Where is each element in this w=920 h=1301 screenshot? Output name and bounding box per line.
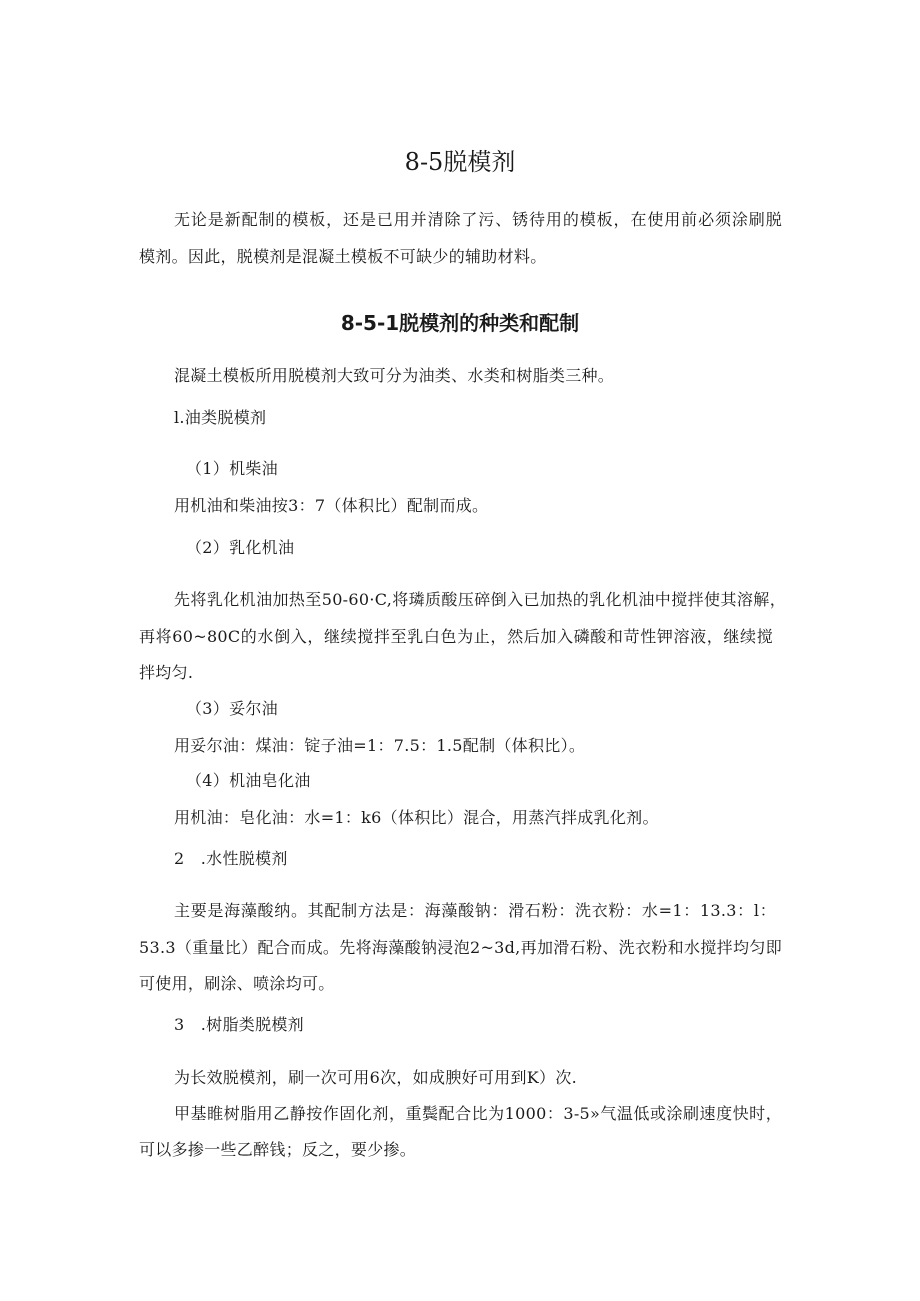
section-title: 8-5-1脱模剂的种类和配制 — [340, 311, 580, 335]
emulsified-oil-heading: （2）乳化机油 — [186, 538, 295, 557]
saponified-oil-heading: （4）机油皂化油 — [186, 771, 311, 790]
machine-diesel-oil-heading: （1）机柴油 — [186, 459, 278, 478]
tall-oil-paragraph: 用妥尔油：煤油：锭子油=1：7.5：1.5配制（体积比）。 — [174, 736, 586, 755]
tall-oil-heading: （3）妥尔油 — [186, 699, 278, 718]
resin-release-agent-heading: 3 .树脂类脱模剂 — [174, 1015, 304, 1034]
intro-paragraph-line-1: 无论是新配制的模板，还是已用并清除了污、锈待用的模板，在使用前必须涂刷脱 — [174, 210, 782, 229]
machine-diesel-oil-paragraph: 用机油和柴油按3：7（体积比）配制而成。 — [174, 496, 489, 515]
water-agent-paragraph-line-2: 53.3（重量比）配合而成。先将海藻酸钠浸泡2~3d,再加滑石粉、洗衣粉和水搅拌均匀即 — [139, 938, 782, 957]
emulsified-oil-paragraph-line-3: 拌均匀. — [139, 663, 194, 682]
emulsified-oil-paragraph-line-2: 再将60~80C的水倒入，继续搅拌至乳白色为止，然后加入磷酸和苛性钾溶液，继续搅 — [139, 627, 773, 646]
intro-paragraph-line-2: 模剂。因此，脱模剂是混凝土模板不可缺少的辅助材料。 — [139, 247, 547, 266]
emulsified-oil-paragraph-line-1: 先将乳化机油加热至50-60·C,将璘质酸压碎倒入已加热的乳化机油中搅拌使其溶解， — [174, 590, 786, 609]
types-paragraph: 混凝土模板所用脱模剂大致可分为油类、水类和树脂类三种。 — [174, 366, 615, 385]
saponified-oil-paragraph: 用机油：皂化油：水=1：k6（体积比）混合，用蒸汽拌成乳化剂。 — [174, 808, 659, 827]
page-title: 8-5脱模剂 — [404, 148, 516, 176]
resin-curing-paragraph-line-1: 甲基睢树脂用乙静按作固化剂，重鬓配合比为1000：3-5»气温低或涂刷速度快时， — [174, 1104, 782, 1123]
resin-agent-paragraph: 为长效脱模剂，刷一次可用6次，如成腴好可用到K）次. — [174, 1068, 578, 1087]
water-release-agent-heading: 2 .水性脱模剂 — [174, 849, 288, 868]
water-agent-paragraph-line-1: 主要是海藻酸纳。其配制方法是：海藻酸钠：滑石粉：洗衣粉：水=1：13.3：l： — [174, 901, 776, 920]
oil-release-agent-heading: l.油类脱模剂 — [174, 408, 267, 427]
resin-curing-paragraph-line-2: 可以多掺一些乙醉钱；反之，要少掺。 — [139, 1140, 417, 1159]
water-agent-paragraph-line-3: 可使用，刷涂、喷涂均可。 — [139, 974, 335, 993]
